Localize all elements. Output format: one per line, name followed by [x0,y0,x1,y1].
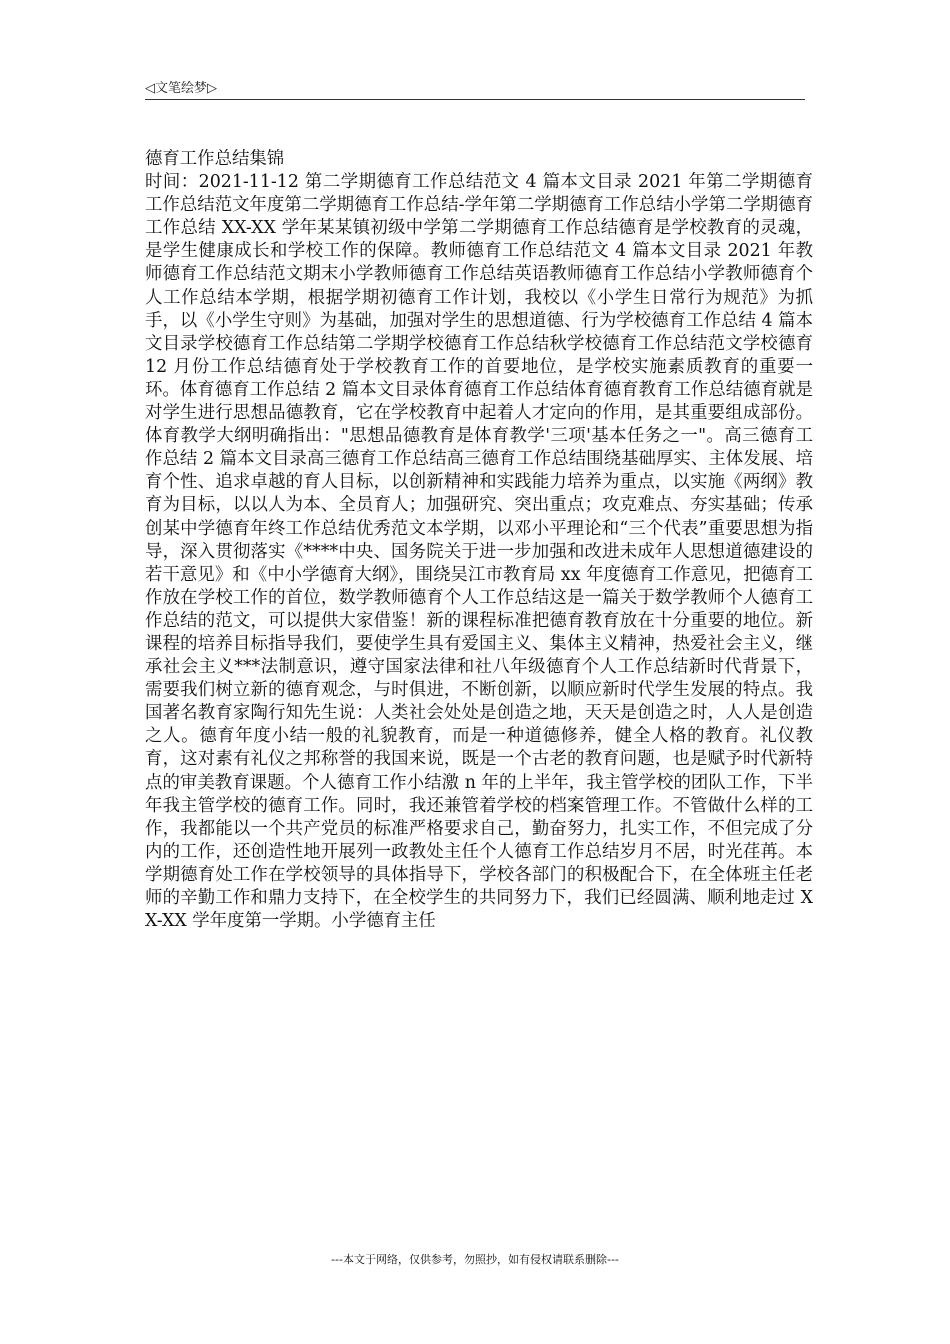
document-body [145,148,813,933]
page-footer: ---本文于网络，仅供参考，勿照抄，如有侵权请联系删除--- [331,1253,619,1266]
document-title: 德育工作总结集锦 [145,149,285,169]
document-paragraph: 时间：2021-11-12 第二学期德育工作总结范文 4 篇本文目录 2021 年第二学期德育工作总结范文年度第二学期德育工作总结-学年第二学期德育工作总结小学第二学期德育工作总结 XX-XX 学年某某镇初级中学第二学期德育工作总结德育是学校教育的灵魂，是学生健康成长和学校工作的保障。教师德育工作总结范文 4 篇本文目录 2021 年教师德育工作总结范文期末小学教师德育工作总结英语教师德育工作总结小学教师德育个人工作总结本学期，根据学期初德育工作计划，我校以《小学生日常行为规范》为抓手，以《小学生守则》为基础，加强对学生的思想道德、行为学校德育工作总结 4 篇本文目录学校德育工作总结第二学期学校德育工作总结秋学校德育工作总结范文学校德育 12 月份工作总结德育处于学校教育工作的首要地位，是学校实施素质教育的重要一环。体育德育工作总结 2 篇本文目录体育德育工作总结体育德育教育工作总结德育就是对学生进行思想品德教育，它在学校教育中起着人才定向的作用，是其重要组成部份。体育教学大纲明确指出："思想品德教育是体育教学'三项'基本任务之一"。高三德育工作总结 2 篇本文目录高三德育工作总结高三德育工作总结围绕基础厚实、主体发展、培育个性、追求卓越的育人目标，以创新精神和实践能力培养为重点，以实施《两纲》教育为目标，以以人为本、全员育人；加强研究、突出重点；攻克难点、夯实基础；传承创某中学德育年终工作总结优秀范文本学期，以邓小平理论和“三个代表”重要思想为指导，深入贯彻落实《****中央、国务院关于进一步加强和改进未成年人思想道德建设的若干意见》和《中小学德育大纲》，围绕吴江市教育局 xx 年度德育工作意见，把德育工作放在学校工作的首位，数学教师德育个人工作总结这是一篇关于数学教师个人德育工作总结的范文，可以提供大家借鉴！新的课程标准把德育教育放在十分重要的地位。新课程的培养目标指导我们，要使学生具有爱国主义、集体主义精神，热爱社会主义，继承社会主义***法制意识，遵守国家法律和社八年级德育个人工作总结新时代背景下，需要我们树立新的德育观念，与时俱进，不断创新，以顺应新时代学生发展的特点。我国著名教育家陶行知先生说：人类社会处处是创造之地，天天是创造之时，人人是创造之人。德育年度小结一般的礼貌教育，而是一种道德修养，健全人格的教育。礼仪教育，这对素有礼仪之邦称誉的我国来说，既是一个古老的教育问题，也是赋予时代新特点的审美教育课题。个人德育工作小结激 n 年的上半年，我主管学校的团队工作，下半年我主管学校的德育工作。同时，我还兼管着学校的档案管理工作。不管做什么样的工作，我都能以一个共产党员的标准严格要求自己，勤奋努力，扎实工作，不但完成了分内的工作，还创造性地开展列一政教处主任个人德育工作总结岁月不居，时光荏苒。本学期德育处工作在学校领导的具体指导下，学校各部门的积极配合下，在全体班主任老师的辛勤工作和鼎力支持下，在全校学生的共同努力下，我们已经圆满、顺利地走过 XX-XX 学年度第一学期。小学德育主任 [145,172,813,932]
header-title: ◁文笔绘梦▷ [145,81,217,96]
page-header [145,78,805,100]
header-divider [145,99,805,100]
